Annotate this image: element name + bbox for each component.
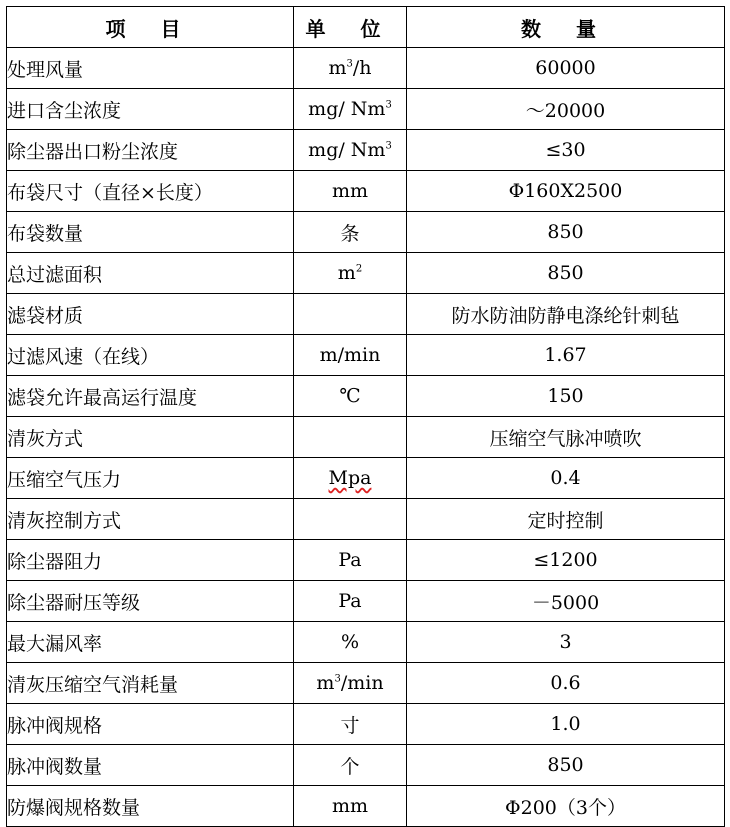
qty-cell: Φ200（3个） xyxy=(407,786,725,827)
qty-cell: 850 xyxy=(407,212,725,253)
qty-cell: 150 xyxy=(407,376,725,417)
item-cell: 脉冲阀数量 xyxy=(7,745,294,786)
unit-base: Pa xyxy=(338,549,362,571)
unit-superscript: 3 xyxy=(346,58,353,70)
unit-base: 寸 xyxy=(340,714,360,737)
unit-base: Mpa xyxy=(328,467,372,489)
qty-cell: 防水防油防静电涤纶针刺毡 xyxy=(407,294,725,335)
table-row xyxy=(7,499,725,540)
item-cell: 除尘器出口粉尘浓度 xyxy=(7,130,294,171)
header-item: 项 目 xyxy=(7,7,294,48)
unit-cell xyxy=(294,294,407,335)
table-row xyxy=(7,294,725,335)
item-cell: 处理风量 xyxy=(7,48,294,89)
unit-cell xyxy=(294,48,407,89)
table-row xyxy=(7,48,725,89)
item-cell: 进口含尘浓度 xyxy=(7,89,294,130)
table-row xyxy=(7,212,725,253)
item-cell: 滤袋允许最高运行温度 xyxy=(7,376,294,417)
unit-cell xyxy=(294,253,407,294)
unit-base: mm xyxy=(331,795,369,817)
unit-base: ℃ xyxy=(339,385,361,407)
unit-cell xyxy=(294,89,407,130)
unit-cell xyxy=(294,745,407,786)
item-cell: 滤袋材质 xyxy=(7,294,294,335)
qty-cell: ≤1200 xyxy=(407,540,725,581)
item-cell: 过滤风速（在线） xyxy=(7,335,294,376)
table-row xyxy=(7,581,725,622)
unit-cell xyxy=(294,376,407,417)
unit-cell xyxy=(294,130,407,171)
spec-table xyxy=(6,6,725,827)
unit-superscript: 3 xyxy=(385,99,392,111)
unit-base: 条 xyxy=(340,222,360,245)
unit-tail: /h xyxy=(352,57,372,79)
table-row xyxy=(7,376,725,417)
unit-cell xyxy=(294,540,407,581)
unit-cell xyxy=(294,417,407,458)
header-row xyxy=(7,7,725,48)
qty-cell: Φ160X2500 xyxy=(407,171,725,212)
header-qty: 数 量 xyxy=(407,7,725,48)
qty-cell: －5000 xyxy=(407,581,725,622)
unit-superscript: 3 xyxy=(334,673,341,685)
unit-base: m/min xyxy=(319,344,381,366)
table-row xyxy=(7,458,725,499)
qty-cell: 850 xyxy=(407,745,725,786)
table-row xyxy=(7,622,725,663)
unit-base: m xyxy=(328,57,347,79)
qty-cell: ≤30 xyxy=(407,130,725,171)
qty-cell: ～20000 xyxy=(407,89,725,130)
unit-base: Pa xyxy=(338,590,362,612)
table-row xyxy=(7,171,725,212)
header-unit: 单 位 xyxy=(294,7,407,48)
table-row xyxy=(7,663,725,704)
qty-cell: 60000 xyxy=(407,48,725,89)
qty-cell: 850 xyxy=(407,253,725,294)
item-cell: 布袋尺寸（直径×长度） xyxy=(7,171,294,212)
table-row xyxy=(7,253,725,294)
qty-cell: 0.6 xyxy=(407,663,725,704)
item-cell: 除尘器阻力 xyxy=(7,540,294,581)
item-cell: 清灰压缩空气消耗量 xyxy=(7,663,294,704)
qty-cell: 定时控制 xyxy=(407,499,725,540)
table-row xyxy=(7,335,725,376)
item-cell: 最大漏风率 xyxy=(7,622,294,663)
unit-cell xyxy=(294,458,407,499)
item-cell: 布袋数量 xyxy=(7,212,294,253)
item-cell: 除尘器耐压等级 xyxy=(7,581,294,622)
qty-cell: 1.0 xyxy=(407,704,725,745)
table-row xyxy=(7,704,725,745)
unit-cell xyxy=(294,212,407,253)
unit-base: m xyxy=(337,262,356,284)
unit-cell xyxy=(294,581,407,622)
unit-cell xyxy=(294,663,407,704)
item-cell: 总过滤面积 xyxy=(7,253,294,294)
qty-cell: 压缩空气脉冲喷吹 xyxy=(407,417,725,458)
unit-superscript: 2 xyxy=(355,263,363,275)
item-cell: 脉冲阀规格 xyxy=(7,704,294,745)
qty-cell: 1.67 xyxy=(407,335,725,376)
item-cell: 压缩空气压力 xyxy=(7,458,294,499)
unit-base: mm xyxy=(331,180,369,202)
table-row xyxy=(7,89,725,130)
unit-base: mg/ Nm xyxy=(308,98,386,120)
qty-cell: 0.4 xyxy=(407,458,725,499)
unit-base: % xyxy=(340,631,360,653)
table-row xyxy=(7,745,725,786)
item-cell: 清灰方式 xyxy=(7,417,294,458)
table-row xyxy=(7,417,725,458)
table-row xyxy=(7,786,725,827)
qty-cell: 3 xyxy=(407,622,725,663)
table-row xyxy=(7,540,725,581)
unit-cell xyxy=(294,171,407,212)
unit-base: 个 xyxy=(340,755,360,778)
unit-base: m xyxy=(316,672,335,694)
unit-cell xyxy=(294,786,407,827)
item-cell: 清灰控制方式 xyxy=(7,499,294,540)
unit-tail: /min xyxy=(340,672,384,694)
item-cell: 防爆阀规格数量 xyxy=(7,786,294,827)
unit-cell xyxy=(294,335,407,376)
unit-cell xyxy=(294,499,407,540)
table-row xyxy=(7,130,725,171)
unit-cell xyxy=(294,622,407,663)
unit-superscript: 3 xyxy=(385,140,392,152)
unit-cell xyxy=(294,704,407,745)
unit-base: mg/ Nm xyxy=(308,139,386,161)
